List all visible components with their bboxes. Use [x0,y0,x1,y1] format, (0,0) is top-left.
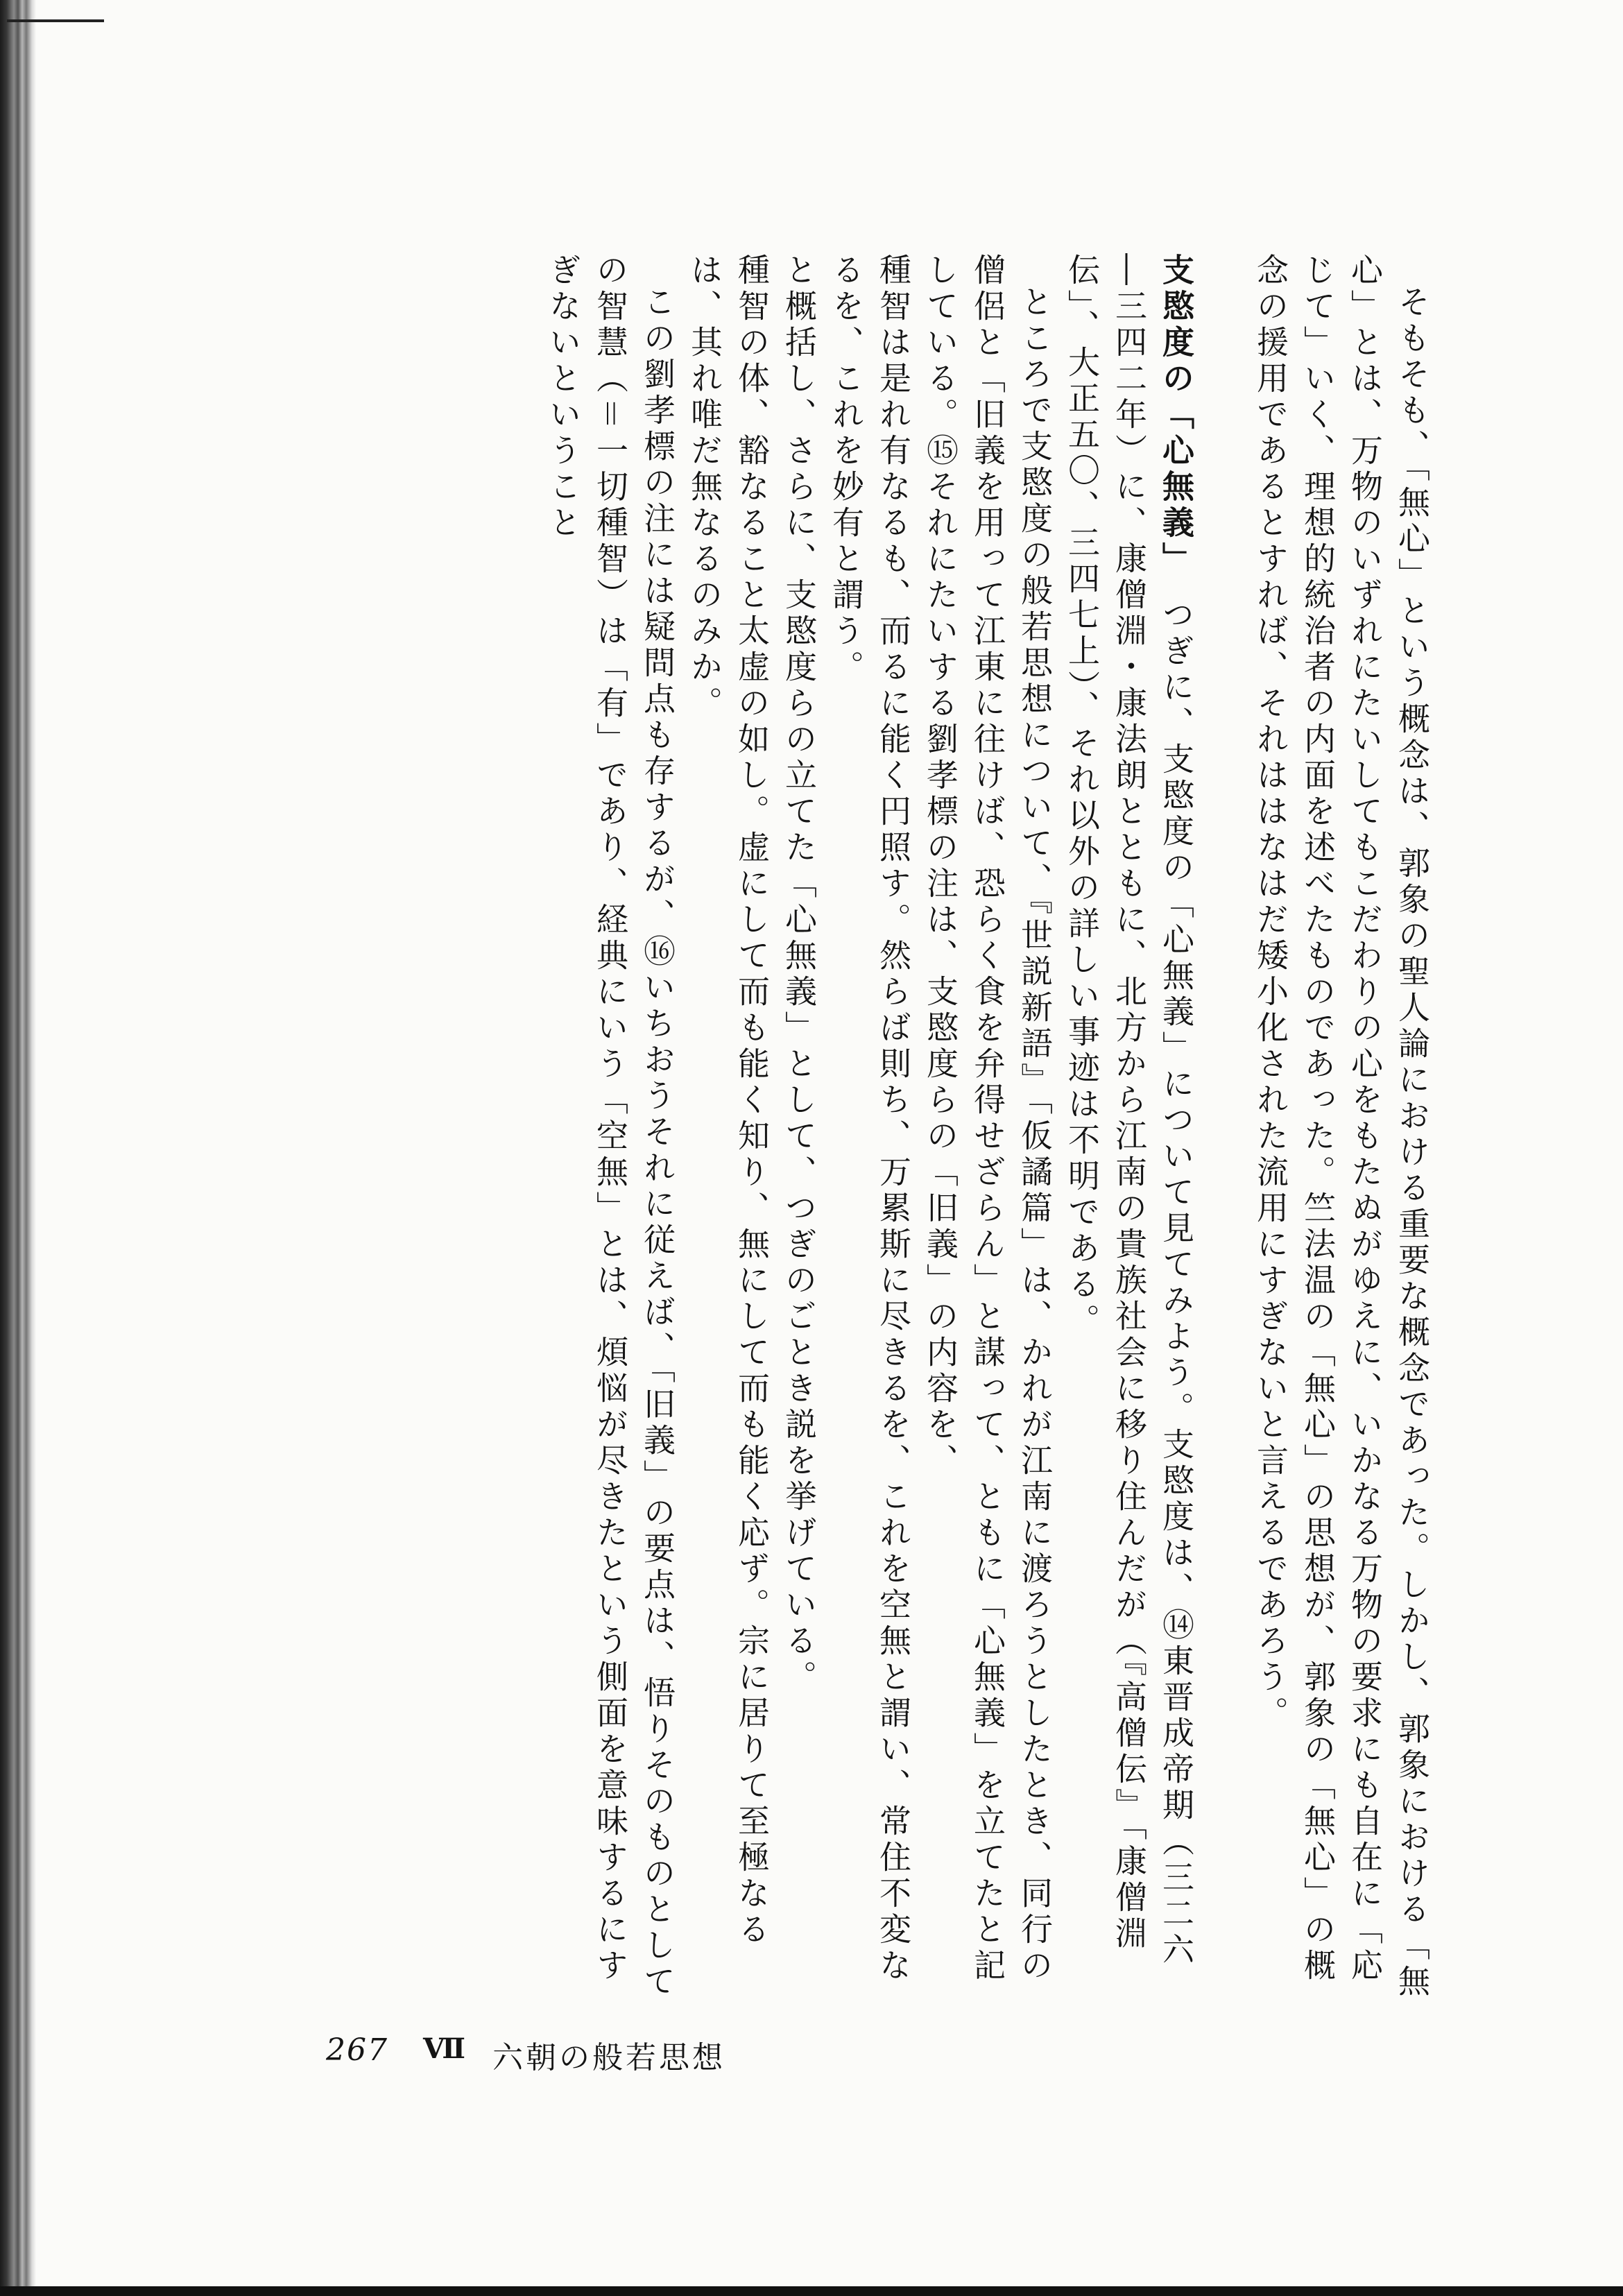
bottom-rule [0,2286,1623,2296]
chapter-numeral: Ⅶ [423,2032,465,2065]
quote-2: 種智の体、豁なること太虚の如し。虚にして而も能く知り、無にして而も能く応ず。宗に居りて至極なるは、其れ唯だ無なるのみか。 [686,253,771,1948]
top-rule [7,19,104,22]
page-footer [326,2032,1158,2088]
paragraph-1: そもそも、「無心」という概念は、郭象の聖人論における重要な概念であった。しかし、郭象における「無心」とは、万物のいずれにたいしてもこだわりの心をもたぬがゆえに、いかなる万物の要求にも自在に「応じて」いく、理想的統治者の内面を述べたものであった。竺法温の「無心」の思想が、郭象の「無心」の概念の援用であるとすれば、それははなはだ矮小化された流用にすぎないと言えるであろう。 [1252,253,1431,2001]
paragraph-5: この劉孝標の注には疑問点も存するが、⑯いちおうそれに従えば、「旧義」の要点は、悟りそのものとしての智慧（＝一切種智）は「有」であり、経典にいう「空無」とは、煩悩が尽きたという側面を意味するにすぎないということ [544,253,676,2001]
page-number: 267 [326,2032,388,2068]
section-heading: 支愍度の「心無義」 [1158,253,1195,562]
chapter-title: 六朝の般若思想 [492,2040,725,2075]
paragraph-3: ところで支愍度の般若思想について、『世説新語』「仮譎篇」は、かれが江南に渡ろうとしたとき、同行の僧侶と「旧義を用って江東に往けば、恐らく食を弁得せざらん」と謀って、ともに「心無義」を立てたと記している。⑮それにたいする劉孝標の注は、支愍度らの「旧義」の内容を、 [922,253,1054,1985]
paragraph-2: つぎに、支愍度の「心無義」について見てみよう。支愍度は、⑭東晋成帝期（三二六―三四二年）に、康僧淵・康法朗とともに、北方から江南の貴族社会に移り住んだが（『高僧伝』「康僧淵伝」、大正五〇、三四七上）、それ以外の詳しい事迹は不明である。 [1063,253,1195,1969]
body-text [264,253,1436,2001]
paragraph-4: と概括し、さらに、支愍度らの立てた「心無義」として、つぎのごとき説を挙げている。 [780,253,818,1696]
quote-1: 種智は是れ有なるも、而るに能く円照す。然らば則ち、万累斯に尽きるを、これを空無と謂い、常住不変なるを、これを妙有と謂う。 [827,253,912,1985]
binding-edge [0,0,36,2296]
section-block [1058,253,1200,2001]
